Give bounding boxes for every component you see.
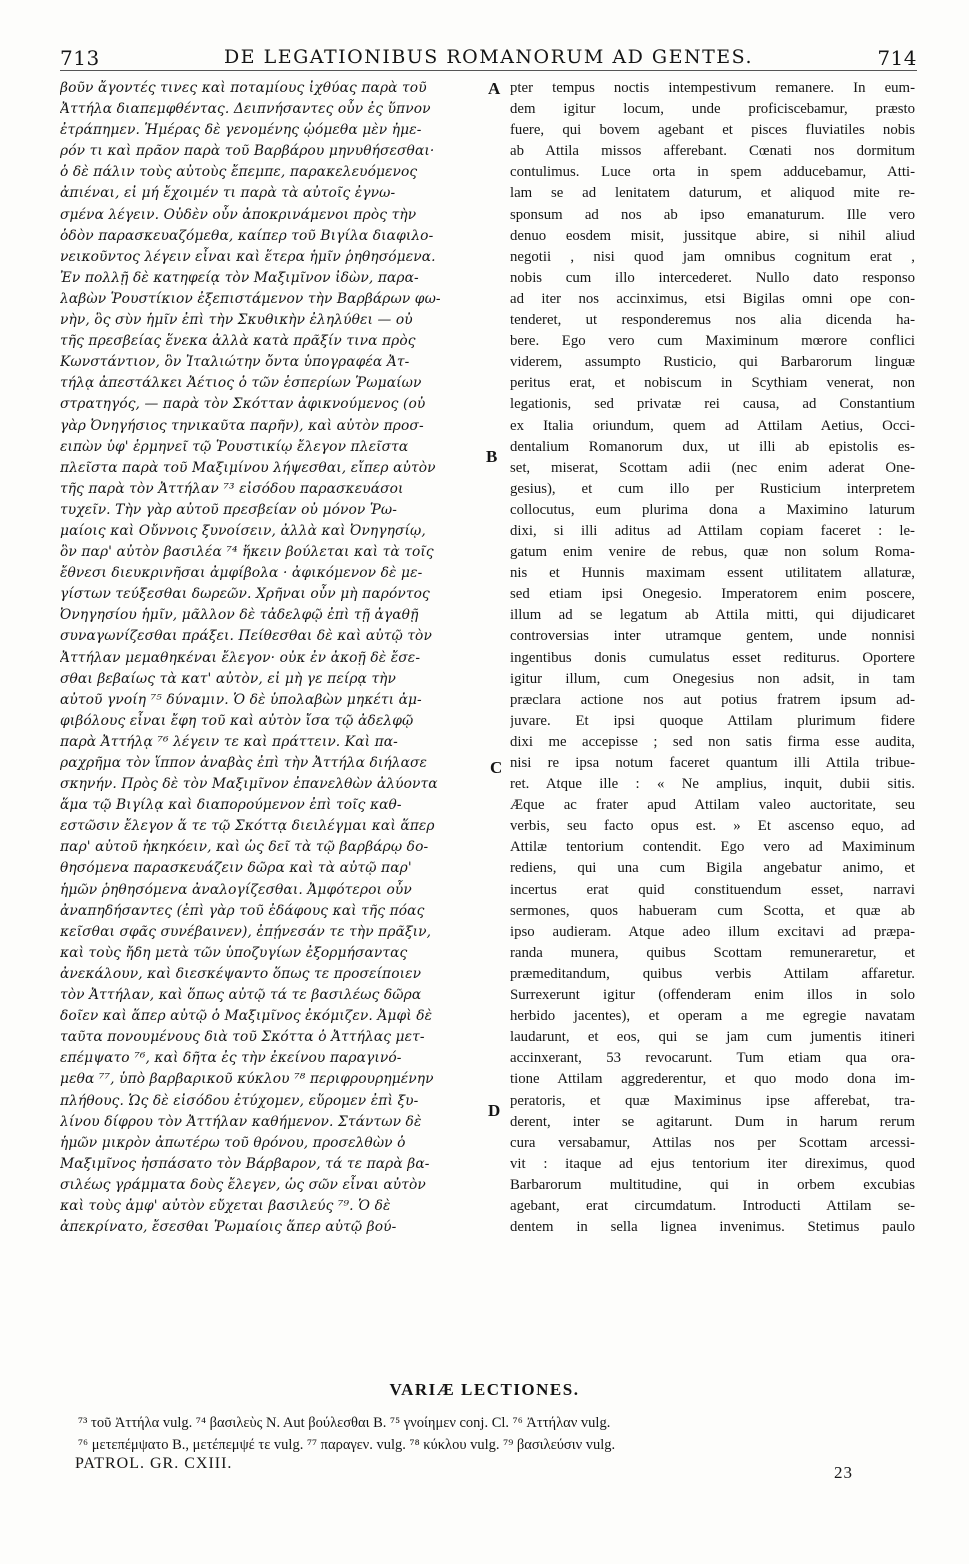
latin-text-line: derent, inter se agitarunt. Dum in harum rerum xyxy=(510,1113,915,1130)
margin-letter-b: B xyxy=(486,447,498,466)
latin-text-line: vit : itaque ad ejus tentorium iter direximus, quod xyxy=(510,1155,915,1172)
greek-text-line: ἀπεκρίνατο, ἔσεσθαι Ῥωμαίοις ἅπερ αὐτῷ βού- xyxy=(60,1219,397,1236)
greek-text-line: ὁδὸν παρασκευαζόμεθα, καίπερ τοῦ Βιγίλα διαφιλο- xyxy=(60,227,434,244)
sheet-number: 23 xyxy=(834,1463,853,1482)
latin-text-column xyxy=(510,78,915,1238)
latin-text-line: Barbarorum multitudine, qui in orbem excubias xyxy=(510,1176,915,1193)
latin-text-line: dentalium Romanorum dux, ut illi ab epistolis es- xyxy=(510,438,915,455)
variae-lectiones-notes xyxy=(78,1412,929,1456)
greek-text-line: ἐτράπημεν. Ἡμέρας δὲ γενομένης ᾠόμεθα μὲν ἠμε- xyxy=(60,122,422,139)
greek-text-line: ραχρῆμα τὸν ἵππον ἀναβὰς ἐπὶ τὴν Ἀττήλα διήλασε xyxy=(60,755,428,771)
latin-text-line: randa munera, quibus Scottam remuneraretur, et xyxy=(510,944,915,961)
greek-text-line: λίνου δίφρου τὸν Ἀττήλαν καθήμενον. Στάντων δὲ xyxy=(60,1113,422,1130)
greek-text-line: ταῦτα πονουμένους διὰ τοῦ Σκόττα ὁ Ἀττήλας μετ- xyxy=(60,1029,425,1046)
latin-text-line: controversias inter utramque gentem, unde nonnisi xyxy=(510,628,915,645)
latin-text-line: verbis, seu facto opus est. » Et ascenso equo, ad xyxy=(510,818,915,835)
greek-text-line: επέμψατο ⁷⁶, καὶ δῆτα ἐς τὴν ἐκείνου παραγινό- xyxy=(60,1050,402,1067)
greek-text-line: κεῖσθαι σφᾶς συνέβαινεν), ἐπῄνεσάν τε τὴν πρᾶξιν, xyxy=(60,923,432,940)
greek-text-line: σιλέως γράμματα δοὺς ἔλεγεν, ὡς σῶν εἶναι αὐτὸν xyxy=(60,1176,426,1193)
latin-text-line: Surrexerunt igitur (offenderam enim illos in solo xyxy=(510,987,915,1004)
greek-text-line: φιβόλους εἶναι ἔφη τοῦ καὶ αὐτὸν ἴσα τῷ ἀδελφῷ xyxy=(60,712,414,729)
greek-text-line: γὰρ Ὀνηγήσιος τηνικαῦτα παρῆν), καὶ αὐτὸν προσ- xyxy=(60,417,424,434)
greek-text-line: σμένα λέγειν. Οὐδὲν οὖν ἀποκρινάμενοι πρὸς τὴν xyxy=(60,206,417,223)
latin-text-line: dentem in sella lignea invenimus. Stetimus paulo xyxy=(510,1219,915,1236)
greek-text-line: Κωνστάντιον, ὃν Ἰταλιώτην ὄντα ὑπογραφέα Ἀτ- xyxy=(60,354,410,371)
latin-text-line: set, miserat, Scottam adii (nec enim aderat One- xyxy=(510,459,915,476)
greek-text-line: θησόμενα παρασκευάζειν δῶρα καὶ τὰ αὐτῷ παρ' xyxy=(60,860,412,877)
latin-text-line: ab Attila missos afferebant. Cœnati nos dormitum xyxy=(510,143,915,160)
greek-text-line: βοῦν ἄγοντές τινες καὶ ποταμίους ἰχθύας παρὰ τοῦ xyxy=(60,80,427,96)
latin-text-line: cura versabamur, Attilas nos per Scottam arcessi- xyxy=(510,1134,915,1151)
greek-text-line: δοῖεν καὶ ἅπερ αὐτῷ ὁ Μαξιμῖνος ἐκόμιζεν. Ἀμφὶ δὲ xyxy=(60,1008,433,1025)
variae-lectiones-heading: VARIÆ LECTIONES. xyxy=(389,1380,580,1399)
greek-text-line: τήλᾳ ἀπεστάλκει Ἀέτιος ὁ τῶν ἑσπερίων Ῥωμαίων xyxy=(60,375,422,392)
latin-text-line: legationis, sed privatæ rei causa, ad Constantium xyxy=(510,396,915,413)
greek-text-line: νεικοῦντος λέγειν εἶναι καὶ ἕτερα ἡμῖν ῥηθησόμενα. xyxy=(60,248,436,265)
latin-text-line: gesius), et cum illo per Rusticium interpretem xyxy=(510,480,915,497)
latin-text-line: tione Attilam aggrederentur, et quo modo dona im- xyxy=(510,1071,915,1088)
latin-text-line: contulimus. Luce orta in spem adducebamur, Atti- xyxy=(510,164,915,181)
latin-text-line: ingentibus donis cumulatus esset rediturus. Oportere xyxy=(510,649,915,666)
latin-text-line: sed etiam ipsi Onegesio. Imperatorem enim poscere, xyxy=(510,586,915,603)
page-footer xyxy=(75,1455,853,1482)
margin-letter-d: D xyxy=(488,1101,501,1120)
greek-text-line: σθαι βεβαίως τὰ κατ' αὐτὸν, εἰ μὴ γε πείρᾳ τὴν xyxy=(60,670,397,687)
greek-text-line: αὐτοῦ γνοίη ⁷⁵ δύναμιν. Ὁ δὲ ὑπολαβὼν μηκέτι ἀμ- xyxy=(60,691,422,708)
latin-text-line: tenderet, ut responderemus nos alia dicenda ha- xyxy=(510,312,915,329)
latin-text-line: incertus erat quid constituendum esset, narravi xyxy=(510,881,915,898)
running-header xyxy=(60,40,917,71)
greek-text-line: εστῶσιν ἔλεγον ἅ τε τῷ Σκόττᾳ διειλέγμαι καὶ ἅπερ xyxy=(60,818,435,835)
greek-text-line: στρατηγός, — παρὰ τὸν Σκότταν ἀφικνούμενος (οὐ xyxy=(60,396,426,413)
latin-text-line: denuo eosdem misit, jussitque abire, si nihil aliud xyxy=(510,227,915,244)
greek-text-line: καὶ τοὺς ἤδη μετὰ τῶν ὑποζυγίων ἐξορμήσαντας xyxy=(60,944,408,961)
latin-text-line: collocutus, eum plurima dona a Maximino laturum xyxy=(510,501,915,518)
greek-text-line: ἡμῶν ῥηθησόμενα ἀναλογίζεσθαι. Ἀμφότεροι οὖν xyxy=(60,881,412,898)
greek-text-line: Ἀττήλα διαπεμφθέντας. Δειπνήσαντες οὖν ἐς ὕπνον xyxy=(60,101,431,118)
latin-text-line: peritus erat, et nobiscum in Scythiam venerat, non xyxy=(510,375,915,392)
variant-note-line: ⁷⁶ μετεπέμψατο B., μετέπεμψέ τε vulg. ⁷⁷ παραγεν. vulg. ⁷⁸ κύκλου vulg. ⁷⁹ βασιλεύσιν vulg. xyxy=(78,1437,616,1453)
latin-text-line: illum ad se legatum ab Attila mitti, qui dijudicaret xyxy=(510,607,915,624)
greek-text-line: πλήθους. Ὡς δὲ εἰσόδου ἐτύχομεν, εὕρομεν ἐπὶ ξυ- xyxy=(60,1092,419,1109)
greek-text-line: σκηνήν. Πρὸς δὲ τὸν Μαξιμῖνον ἐπανελθὼν ἀλύοντα xyxy=(60,776,438,793)
latin-text-line: fuere, qui bovem agebant et pisces fluviatiles nobis xyxy=(510,122,915,139)
margin-letter-a: A xyxy=(488,79,501,98)
latin-text-line: juvare. Et ipsi quoque Attilam plurimum fidere xyxy=(510,712,915,729)
greek-text-line: γίστων τεύξεσθαι δωρεῶν. Χρῆναι οὖν μὴ παρόντος xyxy=(60,586,430,603)
latin-text-line: dem igitur locum, unde proficiscebamur, præsto xyxy=(510,101,915,118)
greek-text-line: ὁ δὲ πάλιν τοὺς αὐτοὺς ἔπεμπε, παρακελευόμενος xyxy=(60,164,418,181)
greek-text-line: μεθα ⁷⁷, ὑπὸ βαρβαρικοῦ κύκλου ⁷⁸ περιφρουρημένην xyxy=(60,1071,434,1088)
latin-text-line: accinxerant, 53 revocarunt. Tum etiam qua ora- xyxy=(510,1050,915,1067)
greek-text-line: ἔθνεσι διευκρινῆσαι ἀμφίβολα · ἀφικόμενον δὲ με- xyxy=(60,565,423,582)
variant-note-line: ⁷³ τοῦ Ἀττήλα vulg. ⁷⁴ βασιλεὺς N. Aut βούλεσθαι B. ⁷⁵ γνοίημεν conj. Cl. ⁷⁶ Ἀττήλαν vulg. xyxy=(78,1415,611,1431)
greek-text-line: τὸν Ἀττήλαν, καὶ ὅπως αὐτῷ τά τε βασιλέως δῶρα xyxy=(60,987,422,1004)
latin-text-line: ipso audieram. Atque adeo illum excitavi ad præpa- xyxy=(510,923,915,940)
right-page-number: 714 xyxy=(877,46,917,70)
margin-letter-c: C xyxy=(490,758,503,777)
greek-text-line: Ὀνηγησίου ἡμῖν, μᾶλλον δὲ τἀδελφῷ ἐπὶ τῇ ἀγαθῇ xyxy=(60,607,419,624)
latin-text-line: herbido jacentes), et operam a me egregie navatam xyxy=(510,1008,915,1025)
latin-text-line: lam se ad lenitatem daturum, et aliquod mite re- xyxy=(510,185,915,202)
greek-text-line: παρ' αὐτοῦ ἠκηκόειν, καὶ ὡς δεῖ τὰ τῷ βαρβάρῳ δο- xyxy=(60,839,429,856)
latin-text-line: peratoris, et quæ Maximinus ipse afferebat, tra- xyxy=(510,1092,915,1109)
greek-text-line: ἀναπηδήσαντες (ἐπὶ γὰρ τοῦ ἐδάφους καὶ τῆς πόας xyxy=(60,902,425,919)
latin-text-line: nisi re ipsa notum faceret quantum illi Attila tribue- xyxy=(510,755,915,771)
greek-text-line: τῆς παρὰ τὸν Ἀττήλαν ⁷³ εἰσόδου παρασκευάσοι xyxy=(60,480,404,497)
latin-text-line: nobis cum illo intercederet. Nullo dato responso xyxy=(510,269,915,286)
latin-text-line: præclara actione nos aut potius fratrem ipsum ad- xyxy=(510,691,915,708)
latin-text-line: laudarunt, et eos, qui se jam cum jumentis itineri xyxy=(510,1029,915,1046)
latin-text-line: ad iter nos accinximus, etsi Bigilas omni ope con- xyxy=(510,290,915,307)
greek-text-line: ὃν παρ' αὐτὸν βασιλέα ⁷⁴ ἥκειν βούλεται καὶ τὰ τοῖς xyxy=(60,544,434,561)
latin-text-line: sponsum ad nos ab ipso emanaturum. Ille vero xyxy=(510,206,915,223)
latin-text-line: ex Italia oriundum, quem ad Attilam Aetius, Occi- xyxy=(510,417,915,434)
greek-text-line: τυχεῖν. Τὴν γὰρ αὐτοῦ πρεσβείαν οὐ μόνον Ῥω- xyxy=(60,501,397,518)
volume-signature: PATROL. GR. CXIII. xyxy=(75,1455,233,1472)
greek-text-column xyxy=(60,78,484,1238)
latin-text-line: gatum enim venire de rebus, quæ non solum Roma- xyxy=(510,544,915,561)
greek-text-line: ἅμα τῷ Βιγίλᾳ καὶ διαπορούμενον ἐπὶ τοῖς καθ- xyxy=(60,797,402,814)
greek-text-line: παρὰ Ἀττήλᾳ ⁷⁶ λέγειν τε καὶ πράττειν. Καὶ πα- xyxy=(60,733,398,750)
latin-text-line: ret. Atque ille : « Ne amplius, inquit, dubii sitis. xyxy=(510,776,915,793)
latin-text-line: rediens, qui una cum Bigila angebatur animo, et xyxy=(510,860,915,877)
greek-text-line: ἡμῶν μικρὸν ἀπωτέρω τοῦ θρόνου, προσελθὼν ὁ xyxy=(60,1134,406,1151)
latin-text-line: sermones, quos habueram cum Scotta, et quæ ab xyxy=(510,902,915,919)
greek-text-line: ἀνεκάλουν, καὶ διεσκέψαντο ὅπως τε προσείποιεν xyxy=(60,965,422,982)
latin-text-line: Attilæ tentorium contendit. Ego vero ad Maximinum xyxy=(510,839,915,856)
latin-text-line: dixi, si illi aditus ad Attilam copiam faceret : le- xyxy=(510,522,915,539)
greek-text-line: Ἀττήλαν μεμαθηκέναι ἔλεγον· οὐκ ἐν ἀκοῇ δὲ ἔσε- xyxy=(60,649,421,666)
running-title: DE LEGATIONIBUS ROMANORUM AD GENTES. xyxy=(223,46,754,68)
greek-text-line: ρόν τι καὶ πρᾶον παρὰ τοῦ Βαρβάρου μηνυθήσεσθαι· xyxy=(60,143,435,160)
greek-text-line: Ἐν πολλῇ δὲ κατηφείᾳ τὸν Μαξιμῖνον ἰδὼν, παρα- xyxy=(60,269,419,286)
latin-text-line: negotii , nisi quod jam omnibus cognitum erat , xyxy=(510,248,915,265)
greek-text-line: μαίοις καὶ Οὔννοις ξυνοίσειν, ἀλλὰ καὶ Ὀνηγησίῳ, xyxy=(60,522,426,539)
greek-text-line: λαβὼν Ῥουστίκιον ἐξεπιστάμενον τὴν Βαρβάρων φω- xyxy=(60,290,441,307)
latin-text-line: viderem, assumpto Rusticio, qui Barbarorum linguæ xyxy=(510,354,915,371)
latin-text-line: dixi me accepisse ; sed non satis firma esse audita, xyxy=(510,733,915,750)
greek-text-line: πλεῖστα παρὰ τοῦ Μαξιμίνου λήψεσθαι, εἴπερ αὐτὸν xyxy=(60,459,436,476)
left-page-number: 713 xyxy=(60,46,100,70)
latin-text-line: nis et Hunnis maximam essent utilitatem allaturæ, xyxy=(510,565,915,582)
latin-text-line: Æque ac frater apud Attilam valeo auctoritate, seu xyxy=(510,797,915,814)
greek-text-line: ειπὼν ὑφ' ἑρμηνεῖ τῷ Ῥουστικίῳ ἔλεγον πλεῖστα xyxy=(60,438,409,455)
latin-text-line: pter tempus noctis intempestivum remanere. In eum- xyxy=(510,80,915,96)
latin-text-line: bere. Ego vero cum Maximinum mœrore conflici xyxy=(510,333,915,350)
greek-text-line: καὶ τοὺς ἀμφ' αὐτὸν εὔχεται βασιλεύς ⁷⁹. Ὁ δὲ xyxy=(60,1197,391,1214)
greek-text-line: τῆς πρεσβείας ἕνεκα ἀλλὰ κατὰ πρᾶξίν τινα πρὸς xyxy=(60,333,416,350)
greek-text-line: νὴν, ὃς σὺν ἡμῖν ἐπὶ τὴν Σκυθικὴν ἐληλύθει — οὐ xyxy=(60,312,413,329)
latin-text-line: agebant, erat circumdatum. Introducti Attilam se- xyxy=(510,1197,915,1214)
greek-text-line: συναγωνίζεσθαι πράξει. Πείθεσθαι δὲ καὶ αὐτῷ τὸν xyxy=(60,628,432,645)
greek-text-line: Μαξιμῖνος ἠσπάσατο τὸν Βάρβαρον, τά τε παρὰ βα- xyxy=(60,1155,430,1172)
greek-text-line: ἀπιέναι, εἰ μή ἔχοιμέν τι παρὰ τὰ αὐτοῖς ἐγνω- xyxy=(60,185,396,202)
latin-text-line: præmeditandum, quibus verbis Attilam affaretur. xyxy=(510,965,915,982)
latin-text-line: igitur illum, cum Onegesius non adsit, in tam xyxy=(510,670,915,687)
